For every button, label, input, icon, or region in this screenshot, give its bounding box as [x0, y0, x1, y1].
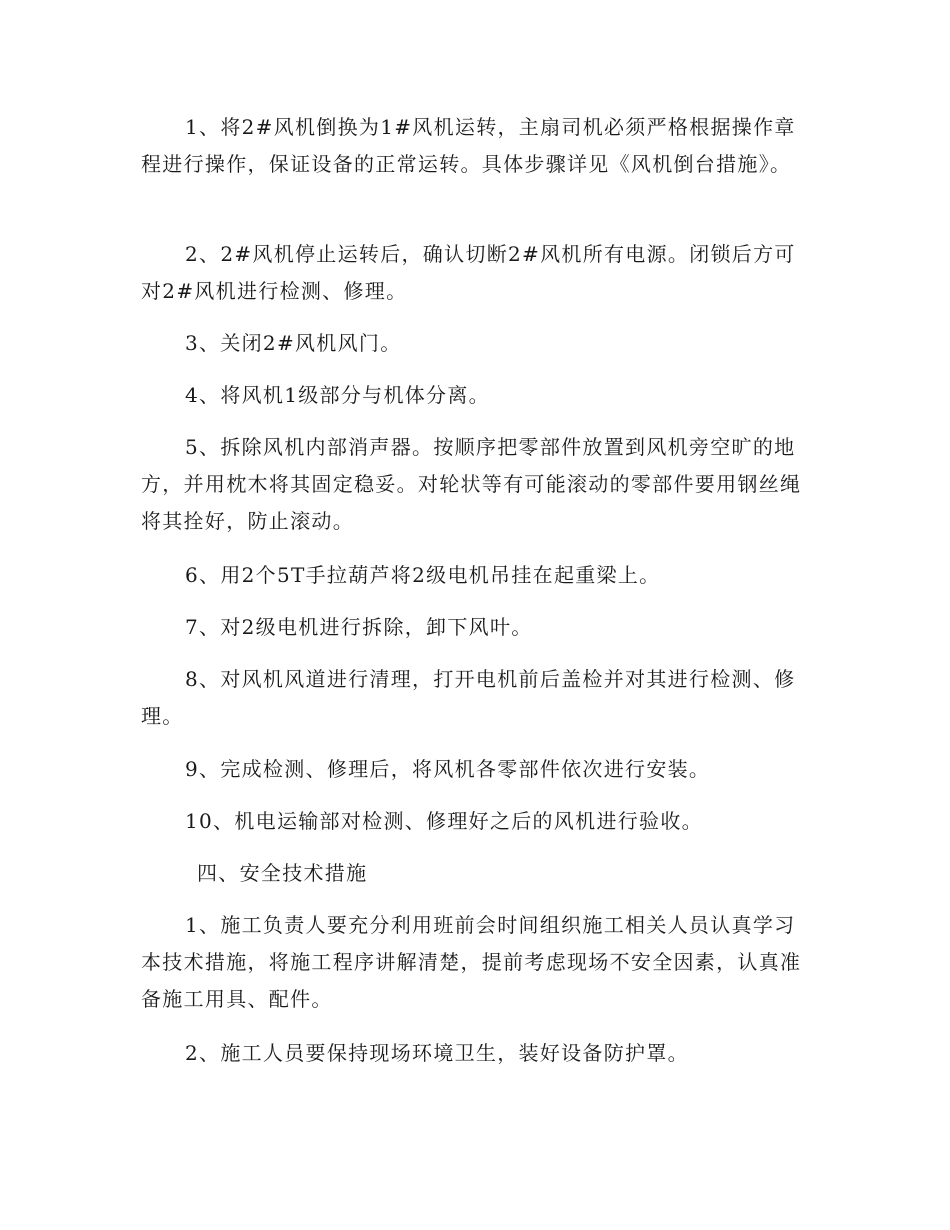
paragraph-step-3: 3、关闭2#风机风门。: [185, 331, 402, 355]
paragraph-step-6: 6、用2个5T手拉葫芦将2级电机吊挂在起重梁上。: [185, 563, 661, 587]
section-title: 四、安全技术措施: [197, 861, 368, 885]
paragraph-step-8: 8、对风机风道进行清理，打开电机前后盖检并对其进行检测、修理。: [141, 667, 796, 728]
paragraph-step-1: 1、将2#风机倒换为1#风机运转，主扇司机必须严格根据操作章程进行操作，保证设备的正常运转。具体步骤详见《风机倒台措施》。: [141, 115, 796, 176]
paragraph-safety-1: 1、施工负责人要充分利用班前会时间组织施工相关人员认真学习本技术措施，将施工程序讲解清楚，提前考虑现场不安全因素，认真准备施工用具、配件。: [141, 913, 802, 1011]
paragraph-step-2: 2、2#风机停止运转后，确认切断2#风机所有电源。闭锁后方可对2#风机进行检测、修理。: [141, 242, 796, 303]
paragraph-step-10: 10、机电运输部对检测、修理好之后的风机进行验收。: [185, 809, 703, 833]
paragraph-step-4: 4、将风机1级部分与机体分离。: [185, 383, 490, 407]
paragraph-step-7: 7、对2级电机进行拆除，卸下风叶。: [185, 615, 533, 639]
paragraph-safety-2: 2、施工人员要保持现场环境卫生，装好设备防护罩。: [185, 1041, 689, 1065]
paragraph-step-9: 9、完成检测、修理后，将风机各零部件依次进行安装。: [185, 757, 711, 781]
paragraph-step-5: 5、拆除风机内部消声器。按顺序把零部件放置到风机旁空旷的地方，并用枕木将其固定稳妥。对轮状等有可能滚动的零部件要用钢丝绳将其拴好，防止滚动。: [141, 435, 802, 533]
